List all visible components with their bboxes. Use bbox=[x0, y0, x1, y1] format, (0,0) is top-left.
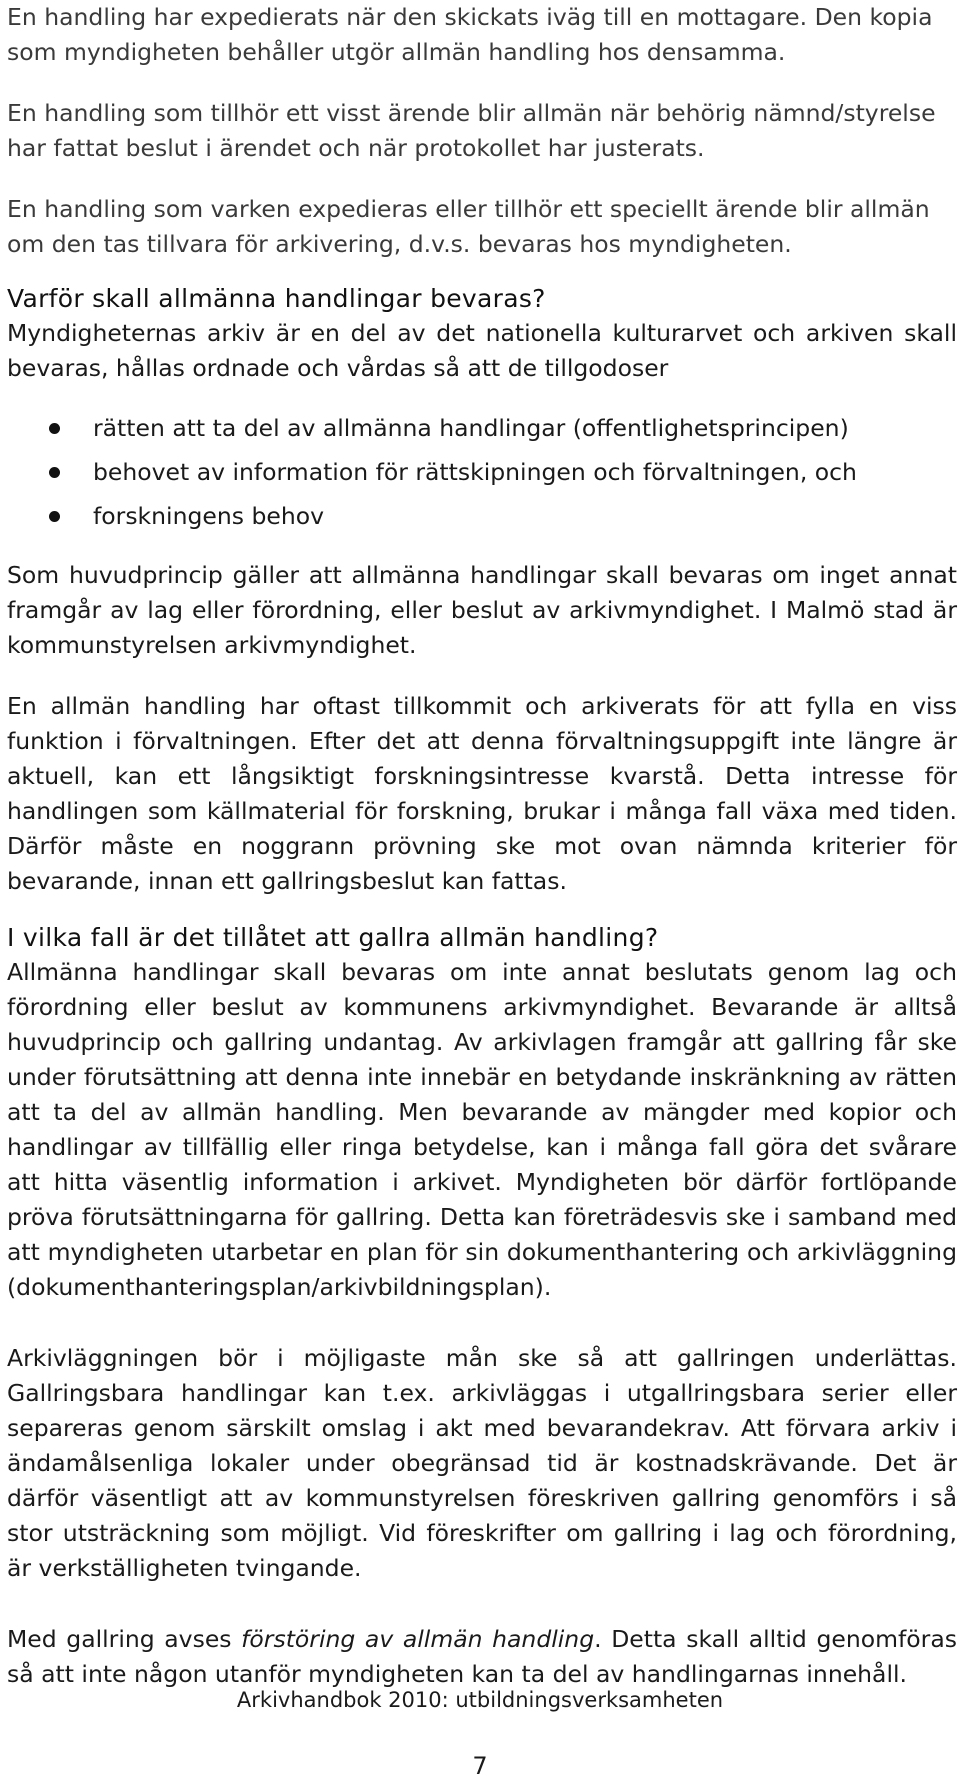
bullet-icon bbox=[49, 511, 60, 522]
paragraph-expedition: En handling har expedierats när den skickats iväg till en mottagare. Den kopia som myndigheten behåller utgör allmän handling hos densamma. bbox=[7, 3, 933, 66]
bullet-icon bbox=[49, 423, 60, 434]
paragraph-preserve-intro: Myndigheternas arkiv är en del av det nationella kulturarvet och arkiven skall bevaras, hållas ordnade och vårdas så att de tillgodoser bbox=[7, 319, 957, 382]
list-item: rätten att ta del av allmänna handlingar (offentlighetsprincipen) bbox=[7, 406, 957, 450]
paragraph-document-function: En allmän handling har oftast tillkommit och arkiverats för att fylla en viss funktion i förvaltningen. Efter det att denna förvaltningsuppgift inte längre är aktuell, kan ett långsiktigt forskningsintresse kvarstå. Detta intresse för handlingen som källmaterial för forskning, brukar i många fall växa med tiden. Därför måste en noggrann prövning ske mot ovan nämnda kriterier för bevarande, innan ett gallringsbeslut kan fattas. bbox=[7, 692, 957, 895]
heading-why-preserve: Varför skall allmänna handlingar bevaras? bbox=[7, 284, 546, 313]
paragraph-weeding-definition: Med gallring avses förstöring av allmän handling. Detta skall alltid genomföras så att inte någon utanför myndigheten kan ta del av handlingarnas innehåll. bbox=[7, 1625, 957, 1688]
list-item: forskningens behov bbox=[7, 494, 957, 538]
footer-title: Arkivhandbok 2010: utbildningsverksamheten bbox=[236, 1688, 724, 1712]
paragraph-weeding-rules: Allmänna handlingar skall bevaras om inte annat beslutats genom lag och förordning eller beslut av kommunens arkivmyndighet. Bevarande är alltså huvudprincip och gallring undantag. Av arkivlagen framgår att gallring får ske under förutsättning att denna inte innebär en betydande inskränkning av rätten att ta del av allmän handling. Men bevarande av mängder med kopior och handlingar av tillfällig eller ringa betydelse, kan i många fall göra det svårare att hitta väsentlig information i arkivet. Myndigheten bör därför fortlöpande pröva förutsättningarna för gallring. Detta kan företrädesvis ske i samband med att myndigheten utarbetar en plan för sin dokumenthantering och arkivläggning (dokumenthanteringsplan/arkivbildningsplan). bbox=[7, 958, 957, 1301]
bullet-icon bbox=[49, 467, 60, 478]
paragraph-archiving: En handling som varken expedieras eller tillhör ett speciellt ärende blir allmän om den tas tillvara för arkivering, d.v.s. bevaras hos myndigheten. bbox=[7, 195, 930, 258]
emphasis-definition: förstöring av allmän handling bbox=[241, 1625, 595, 1653]
paragraph-filing: Arkivläggningen bör i möjligaste mån ske så att gallringen underlättas. Gallringsbara handlingar kan t.ex. arkivläggas i utgallringsbara serier eller separeras genom särskilt omslag i akt med bevarandekrav. Att förvara arkiv i ändamålsenliga lokaler under obegränsad tid är kostnadskrävande. Det är därför väsentligt att av kommunstyrelsen föreskriven gallring genomförs i så stor utsträckning som möjligt. Vid föreskrifter om gallring i lag och förordning, är verkställigheten tvingande. bbox=[7, 1344, 957, 1582]
list-item: behovet av information för rättskipningen och förvaltningen, och bbox=[7, 450, 957, 494]
heading-when-weed: I vilka fall är det tillåtet att gallra allmän handling? bbox=[7, 923, 659, 952]
paragraph-case-document: En handling som tillhör ett visst ärende blir allmän när behörig nämnd/styrelse har fattat beslut i ärendet och när protokollet har justerats. bbox=[7, 99, 936, 162]
document-page bbox=[7, 0, 957, 1692]
paragraph-main-principle: Som huvudprincip gäller att allmänna handlingar skall bevaras om inget annat framgår av lag eller förordning, eller beslut av arkivmyndighet. I Malmö stad är kommunstyrelsen arkivmyndighet. bbox=[7, 561, 957, 659]
preserve-purpose-list bbox=[7, 406, 957, 538]
page-number: 7 bbox=[472, 1752, 488, 1780]
